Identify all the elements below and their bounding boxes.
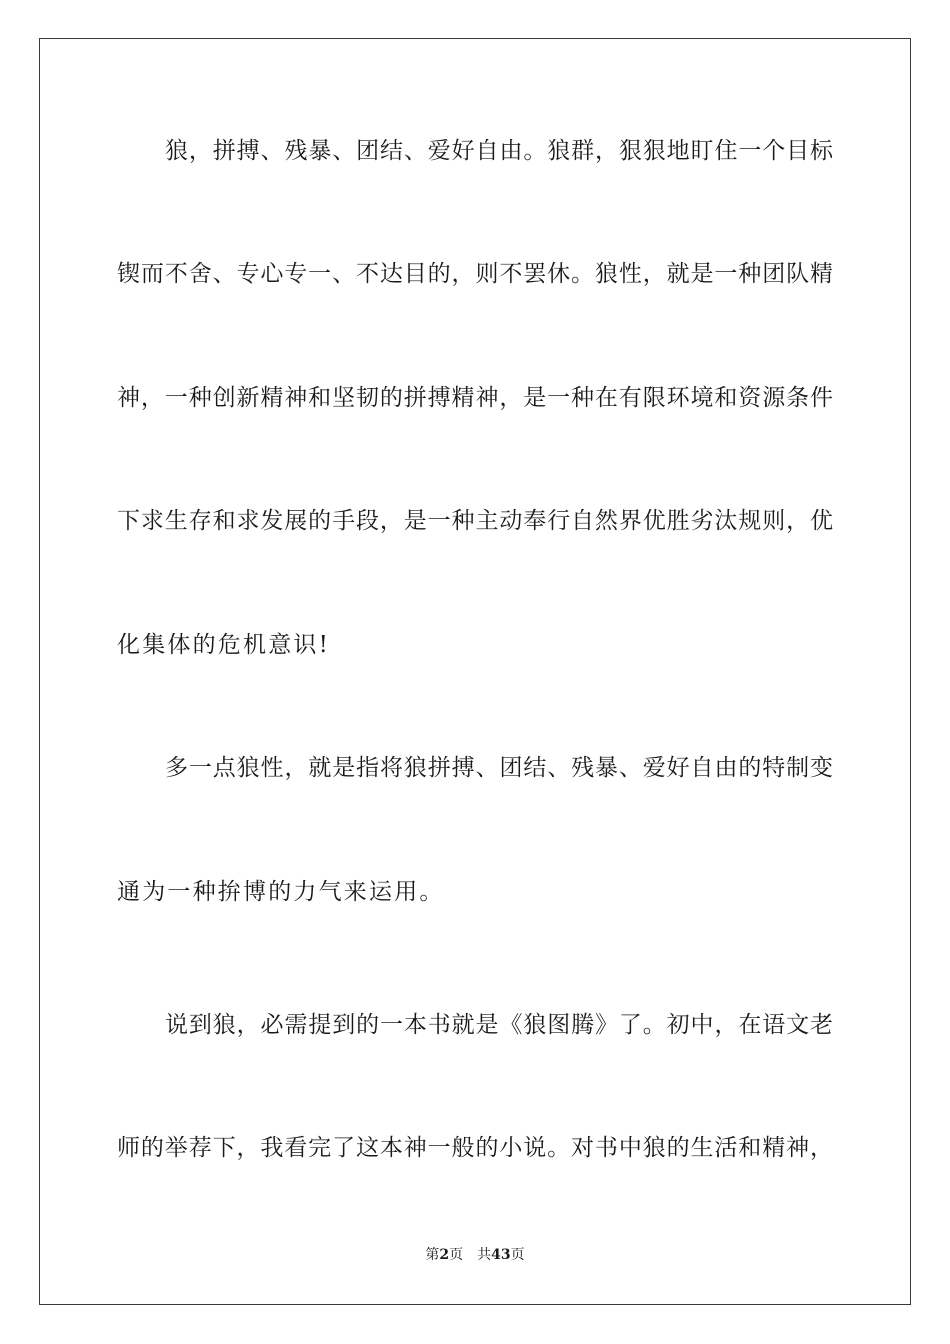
page-border: [39, 38, 911, 1305]
paragraph-line: 说到狼，必需提到的一本书就是《狼图腾》了。初中，在语文老: [165, 1012, 833, 1038]
total-page-count: 43: [491, 1247, 511, 1263]
paragraph-line: 通为一种拚博的力气来运用。: [117, 879, 445, 905]
page-footer: [0, 1246, 950, 1264]
paragraph-line: 狼，拼搏、残暴、团结、爱好自由。狼群，狠狠地盯住一个目标: [165, 138, 833, 164]
paragraph-line: 师的举荐下，我看完了这本神一般的小说。对书中狼的生活和精神，: [117, 1135, 833, 1161]
page-prefix: 第: [425, 1247, 440, 1263]
paragraph-line: 下求生存和求发展的手段，是一种主动奉行自然界优胜劣汰规则，优: [117, 508, 833, 534]
page-unit: 页: [449, 1247, 464, 1263]
paragraph-line: 神，一种创新精神和坚韧的拼搏精神，是一种在有限环境和资源条件: [117, 385, 833, 411]
paragraph-line: 化集体的危机意识!: [117, 632, 331, 658]
current-page-number: 2: [439, 1247, 450, 1263]
total-prefix: 共: [477, 1247, 492, 1263]
paragraph-line: 锲而不舍、专心专一、不达目的，则不罢休。狼性，就是一种团队精: [117, 261, 833, 287]
total-unit: 页: [510, 1247, 525, 1263]
paragraph-line: 多一点狼性，就是指将狼拼搏、团结、残暴、爱好自由的特制变: [165, 755, 833, 781]
